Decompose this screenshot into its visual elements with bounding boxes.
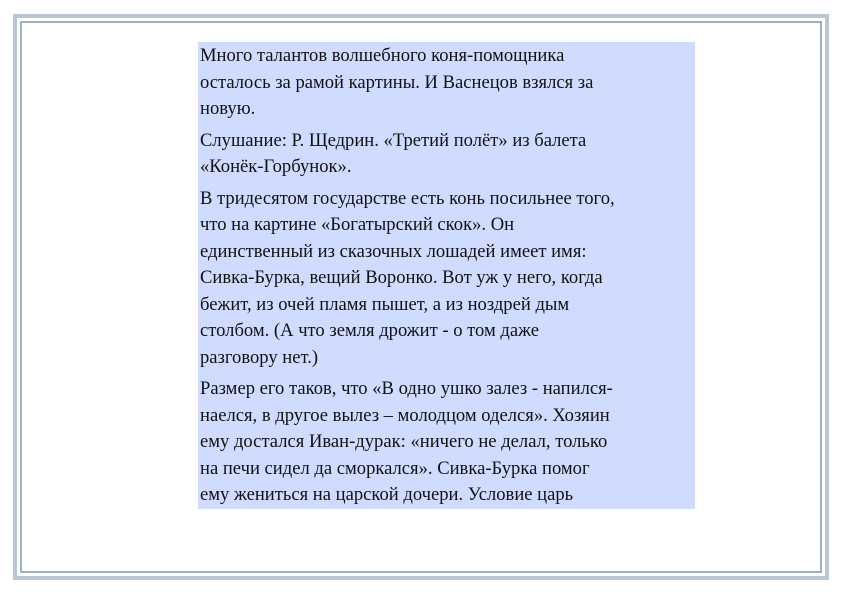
- text-box: [198, 42, 695, 509]
- paragraph-3: В тридесятом государстве есть конь посильнее того, что на картине «Богатырский скок». Он единственный из сказочных лошадей имеет имя: Сивка-Бурка, вещий Воронко. Вот уж у него, когда бежит, из очей пламя пышет, а из ноздрей дым столбом. (А что земля дрожит - о том даже разговору нет.): [200, 187, 615, 368]
- paragraph-2: Слушание: Р. Щедрин. «Третий полёт» из балета «Конёк-Горбунок».: [200, 129, 587, 177]
- paragraph-1: Много талантов волшебного коня-помощника осталось за рамой картины. И Васнецов взялся за новую.: [200, 45, 594, 119]
- paragraph-4: Размер его таков, что «В одно ушко залез - напился- наелся, в другое вылез – молодцом оделся». Хозяин ему достался Иван-дурак: «ничего не делал, только на печи сидел да сморкался». Сивка-Бурка помог ему жениться на царской дочери. Условие царь: [200, 378, 613, 505]
